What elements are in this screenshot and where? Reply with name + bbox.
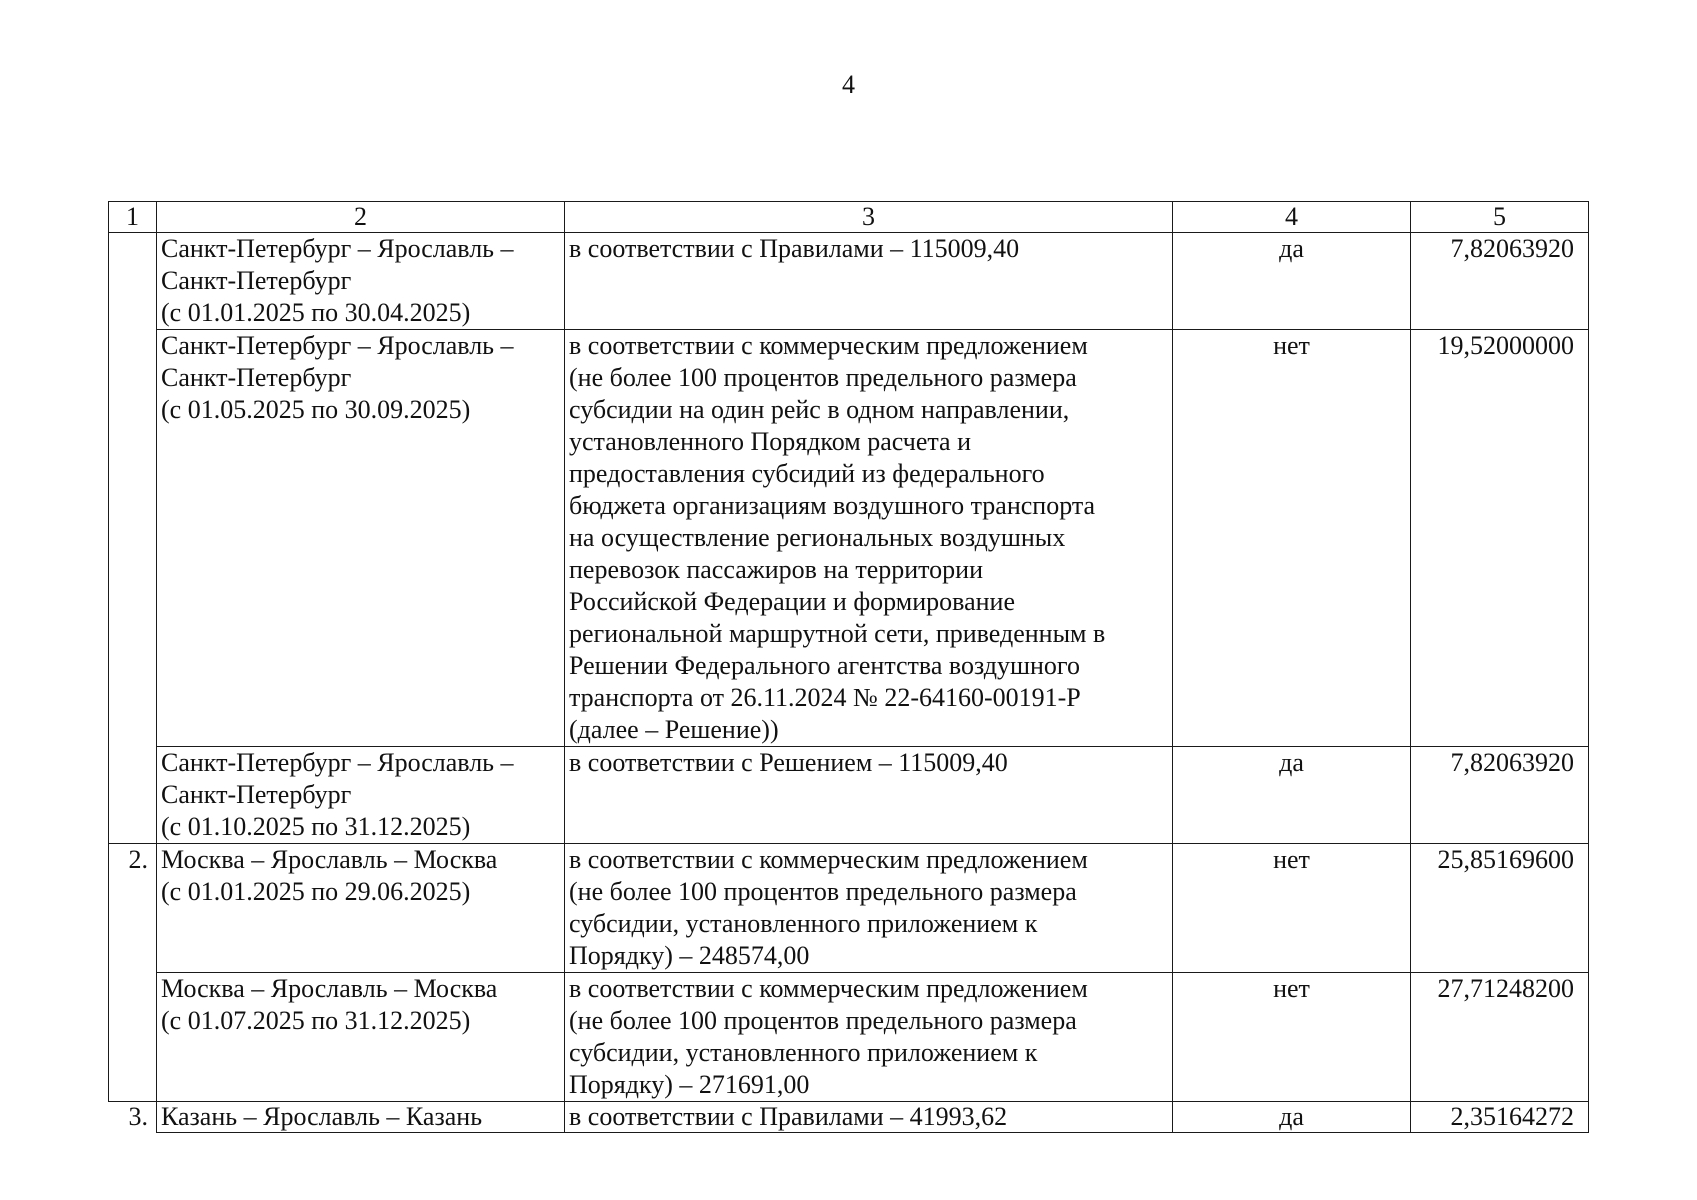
header-cell: 3: [565, 202, 1173, 233]
row-number-cell: 3.: [109, 1102, 157, 1133]
value-cell: 25,85169600: [1411, 844, 1589, 973]
row-number-cell: [109, 747, 157, 844]
basis-cell: в соответствии с коммерческим предложением (не более 100 процентов предельного размера субсидии, установленного приложением к Порядку) – 271691,00: [565, 973, 1173, 1102]
basis-cell: в соответствии с Решением – 115009,40: [565, 747, 1173, 844]
table-row: [109, 973, 1589, 1102]
table-row: [109, 1102, 1589, 1133]
route-cell: Санкт-Петербург – Ярославль – Санкт-Петербург (с 01.05.2025 по 30.09.2025): [157, 330, 565, 747]
header-cell: 5: [1411, 202, 1589, 233]
flag-cell: да: [1173, 747, 1411, 844]
row-number-cell: [109, 973, 157, 1102]
table-row: [109, 233, 1589, 330]
value-cell: 7,82063920: [1411, 747, 1589, 844]
row-number-cell: [109, 330, 157, 747]
flag-cell: нет: [1173, 844, 1411, 973]
table-row: [109, 844, 1589, 973]
route-cell: Казань – Ярославль – Казань: [157, 1102, 565, 1133]
page-number: 4: [842, 70, 855, 99]
route-cell: Санкт-Петербург – Ярославль – Санкт-Петербург (с 01.01.2025 по 30.04.2025): [157, 233, 565, 330]
basis-cell: в соответствии с коммерческим предложением (не более 100 процентов предельного размера субсидии, установленного приложением к Порядку) – 248574,00: [565, 844, 1173, 973]
header-cell: 1: [109, 202, 157, 233]
value-cell: 7,82063920: [1411, 233, 1589, 330]
flag-cell: да: [1173, 1102, 1411, 1133]
basis-cell: в соответствии с Правилами – 115009,40: [565, 233, 1173, 330]
flag-cell: нет: [1173, 330, 1411, 747]
basis-cell: в соответствии с Правилами – 41993,62: [565, 1102, 1173, 1133]
flag-cell: да: [1173, 233, 1411, 330]
table-row: [109, 330, 1589, 747]
header-cell: 4: [1173, 202, 1411, 233]
row-number-cell: [109, 233, 157, 330]
route-cell: Москва – Ярославль – Москва (с 01.07.2025 по 31.12.2025): [157, 973, 565, 1102]
table-header-row: [109, 202, 1589, 233]
flag-cell: нет: [1173, 973, 1411, 1102]
route-cell: Москва – Ярославль – Москва (с 01.01.2025 по 29.06.2025): [157, 844, 565, 973]
value-cell: 2,35164272: [1411, 1102, 1589, 1133]
basis-cell: в соответствии с коммерческим предложением (не более 100 процентов предельного размера субсидии на один рейс в одном направлении, установленного Порядком расчета и предоставления субсидий из федерального бюджета организациям воздушного транспорта на осуществление региональных воздушных перевозок пассажиров на территории Российской Федерации и формирование региональной маршрутной сети, приведенным в Решении Федерального агентства воздушного транспорта от 26.11.2024 № 22-64160-00191-Р (далее – Решение)): [565, 330, 1173, 747]
table-row: [109, 747, 1589, 844]
route-cell: Санкт-Петербург – Ярославль – Санкт-Петербург (с 01.10.2025 по 31.12.2025): [157, 747, 565, 844]
value-cell: 19,52000000: [1411, 330, 1589, 747]
row-number-cell: 2.: [109, 844, 157, 973]
value-cell: 27,71248200: [1411, 973, 1589, 1102]
routes-table: [108, 201, 1589, 1133]
header-cell: 2: [157, 202, 565, 233]
